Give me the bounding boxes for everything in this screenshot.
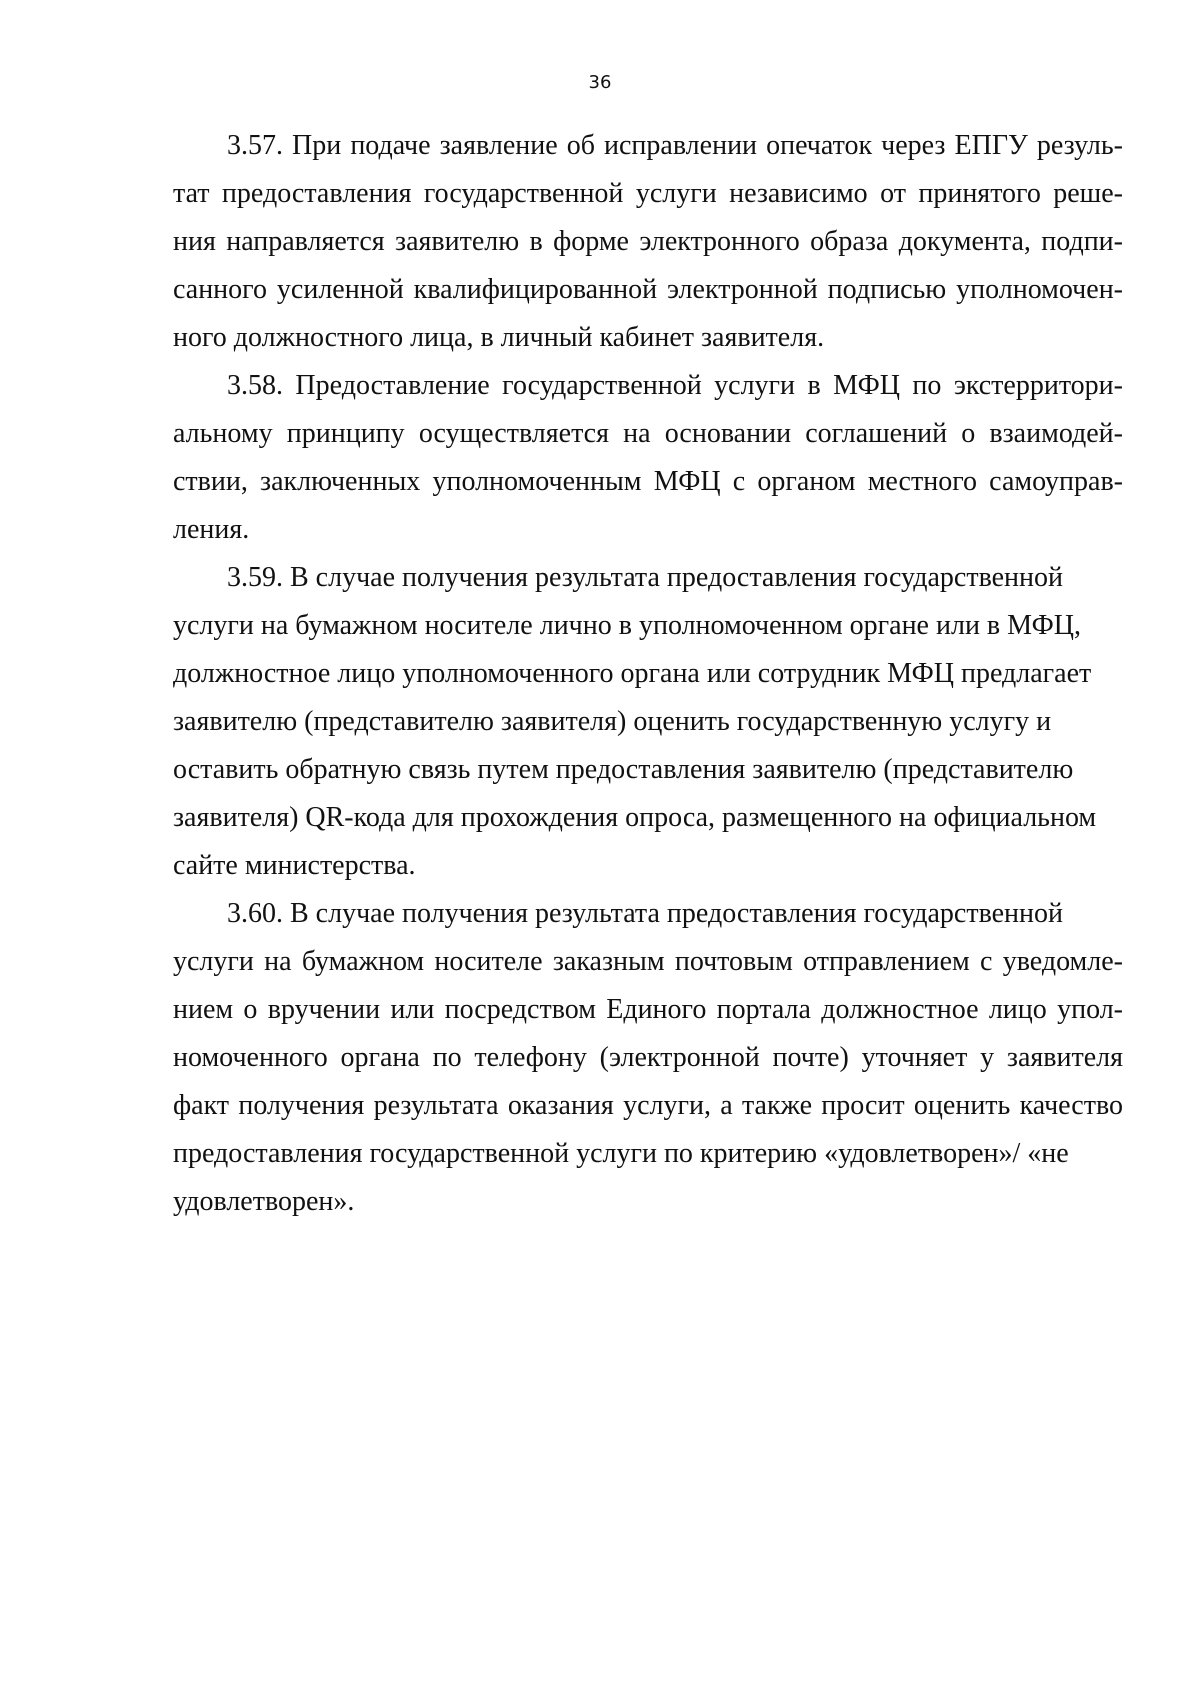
text-line: сайте министерства. bbox=[173, 850, 416, 881]
text-line: предоставления государственной услуги по критерию «удовлетворен»/ «не bbox=[173, 1138, 1069, 1169]
text-line: 3.57. При подаче заявление об исправлении опечаток через ЕПГУ резуль- bbox=[227, 130, 1123, 161]
text-line: удовлетворен». bbox=[173, 1186, 355, 1217]
paragraph-3-60 bbox=[173, 890, 1123, 1226]
text-line: санного усиленной квалифицированной электронной подписью уполномочен- bbox=[173, 274, 1123, 305]
document-body bbox=[173, 122, 1123, 1226]
text-line: нием о вручении или посредством Единого портала должностное лицо упол- bbox=[173, 994, 1123, 1025]
text-line: факт получения результата оказания услуги, а также просит оценить качество bbox=[173, 1090, 1123, 1121]
text-line: ния направляется заявителю в форме электронного образа документа, подпи- bbox=[173, 226, 1123, 257]
paragraph-3-59 bbox=[173, 554, 1123, 890]
text-line: заявителю (представителю заявителя) оценить государственную услугу и bbox=[173, 706, 1052, 737]
text-line: оставить обратную связь путем предоставления заявителю (представителю bbox=[173, 754, 1074, 785]
text-line: альному принципу осуществляется на основании соглашений о взаимодей- bbox=[173, 418, 1123, 449]
text-line: номоченного органа по телефону (электронной почте) уточняет у заявителя bbox=[173, 1042, 1123, 1073]
page-number: 36 bbox=[588, 72, 612, 93]
text-line: 3.60. В случае получения результата предоставления государственной bbox=[227, 898, 1064, 929]
paragraph-3-57 bbox=[173, 122, 1123, 362]
text-line: услуги на бумажном носителе заказным почтовым отправлением с уведомле- bbox=[173, 946, 1123, 977]
text-line: должностное лицо уполномоченного органа или сотрудник МФЦ предлагает bbox=[173, 658, 1092, 689]
text-line: заявителя) QR-кода для прохождения опроса, размещенного на официальном bbox=[173, 802, 1097, 833]
paragraph-3-58 bbox=[173, 362, 1123, 554]
text-line: ного должностного лица, в личный кабинет заявителя. bbox=[173, 322, 825, 353]
text-line: ствии, заключенных уполномоченным МФЦ с органом местного самоуправ- bbox=[173, 466, 1123, 497]
text-line: ления. bbox=[173, 514, 250, 545]
text-line: 3.58. Предоставление государственной услуги в МФЦ по экстерритори- bbox=[227, 370, 1123, 401]
text-line: 3.59. В случае получения результата предоставления государственной bbox=[227, 562, 1064, 593]
text-line: тат предоставления государственной услуги независимо от принятого реше- bbox=[173, 178, 1123, 209]
text-line: услуги на бумажном носителе лично в уполномоченном органе или в МФЦ, bbox=[173, 610, 1082, 641]
